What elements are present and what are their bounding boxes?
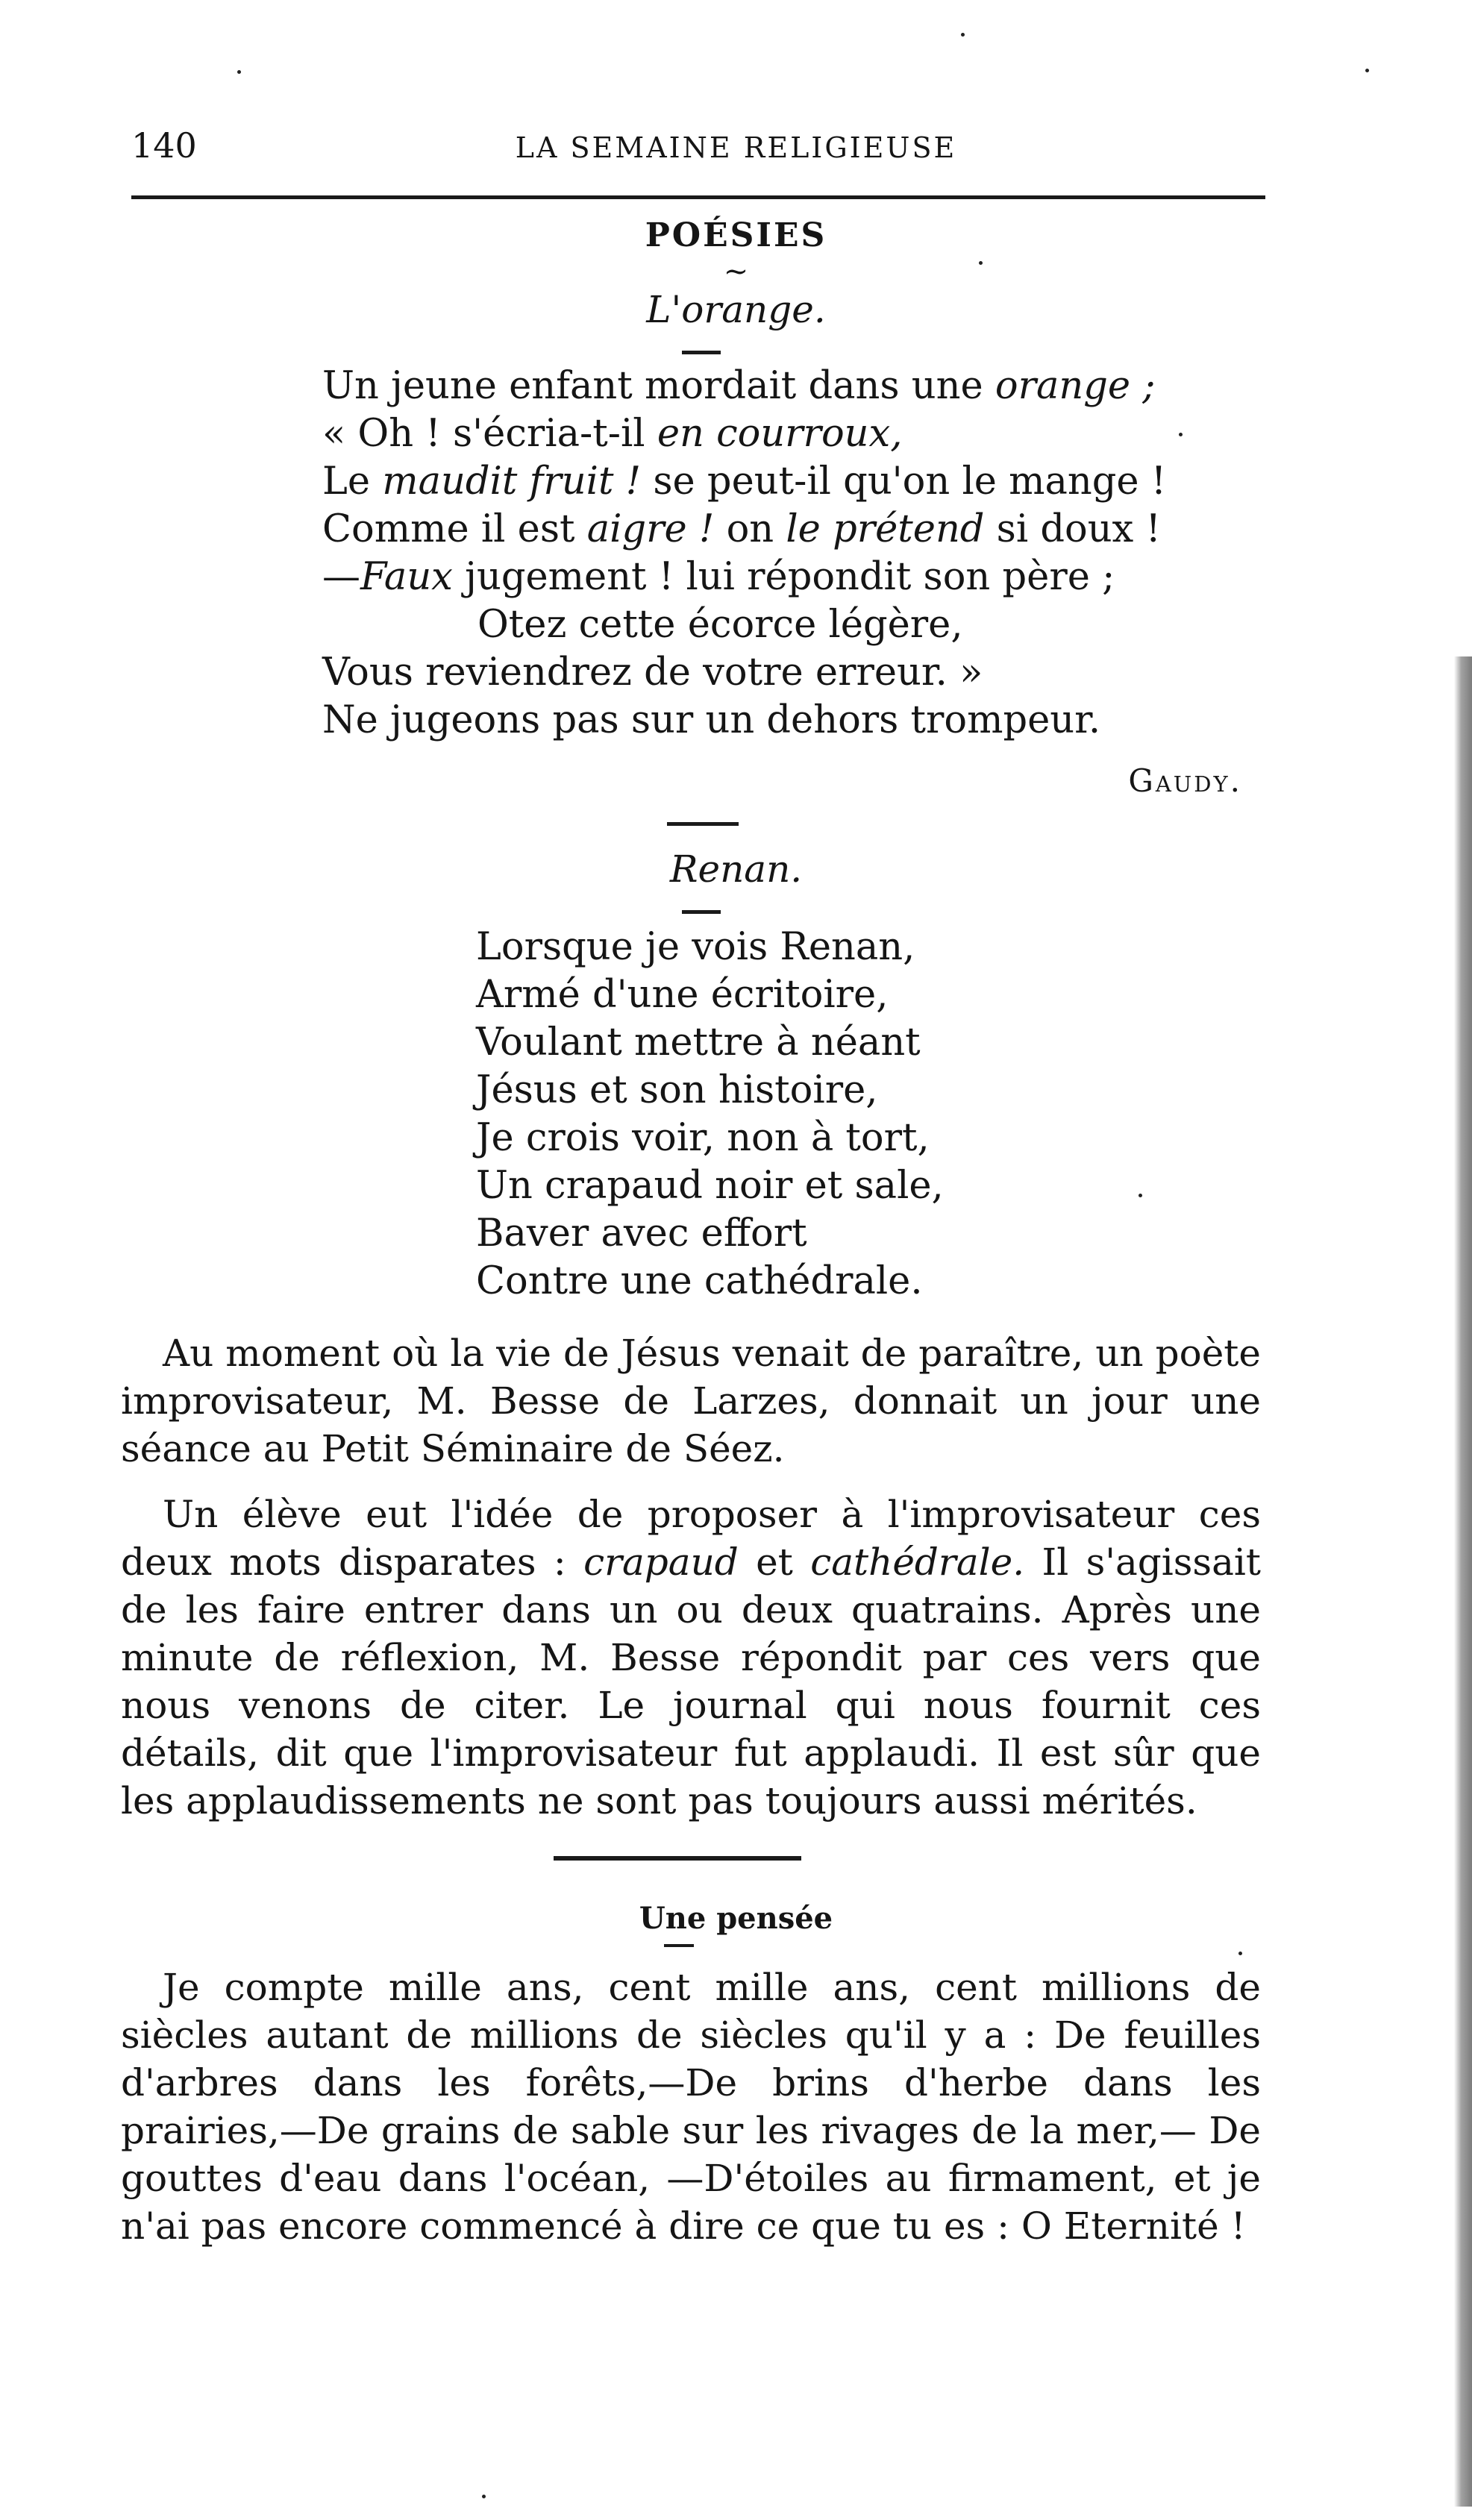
paragraph-2: Un élève eut l'idée de proposer à l'improvisateur ces deux mots disparates : crapaud et cathédrale. Il s'agissait de les faire entrer dans un ou deux quatrains. Après une minute de réflexion, M. Besse répondit par ces vers que nous venons de citer. Le journal qui nous fournit ces détails, dit que l'improvisateur fut applaudi. Il est sûr que les applaudissements ne sont pas toujours aussi mérités. [121, 1493, 1261, 1822]
scan-speck [482, 2495, 486, 2498]
poem2-line-5: Je crois voir, non à tort, [476, 1116, 930, 1160]
poem2-line-7: Baver avec effort [476, 1212, 807, 1256]
scan-speck [1365, 69, 1369, 72]
thought-block [121, 1963, 1261, 2268]
poem1-line-2: « Oh ! s'écria-t-il en courroux, [322, 412, 903, 456]
prose-block [121, 1329, 1261, 1843]
title-dash [682, 910, 721, 914]
poem1-author: Gaudy. [1128, 762, 1242, 799]
poem-separator [667, 822, 739, 826]
thought-paragraph: Je compte mille ans, cent mille ans, cent millions de siècles autant de millions de siècles qu'il y a : De feuilles d'arbres dans les forêts,—De brins d'herbe dans les prairies,—De grains de sable sur les rivages de la mer,— De gouttes d'eau dans l'océan, —D'étoiles au firmament, et je n'ai pas encore commencé à dire ce que tu es : O Eternité ! [121, 1966, 1261, 2248]
poem1-line-5: —Faux jugement ! lui répondit son père ; [322, 555, 1115, 599]
poem1-line-6: Otez cette écorce légère, [477, 603, 963, 647]
poem1-line-7: Vous reviendrez de votre erreur. » [322, 651, 983, 695]
running-title: LA SEMAINE RELIGIEUSE [515, 131, 957, 164]
thought-title: Une pensée [639, 1901, 833, 1936]
scan-speck [1238, 1952, 1242, 1955]
title-dash [664, 1944, 694, 1947]
poem2-line-8: Contre une cathédrale. [476, 1259, 923, 1303]
scan-speck [237, 70, 241, 74]
page-number: 140 [131, 125, 197, 166]
poem2-line-4: Jésus et son histoire, [476, 1068, 878, 1112]
poem2-line-3: Voulant mettre à néant [476, 1021, 921, 1065]
section-title: POÉSIES [645, 216, 827, 254]
scan-edge-shadow [1454, 656, 1472, 2507]
scan-speck [961, 33, 965, 37]
section-ornament: ~ [723, 254, 749, 289]
paragraph-1: Au moment où la vie de Jésus venait de paraître, un poète improvisateur, M. Besse de Larzes, donnait un jour une séance au Petit Séminaire de Séez. [121, 1332, 1261, 1470]
poem2-line-2: Armé d'une écritoire, [476, 973, 889, 1017]
poem1-line-3: Le maudit fruit ! se peut-il qu'on le mange ! [322, 460, 1167, 504]
poem-title-orange: L'orange. [646, 288, 826, 331]
poem1-line-4: Comme il est aigre ! on le prétend si doux ! [322, 507, 1162, 551]
poem1-line-8: Ne jugeons pas sur un dehors trompeur. [322, 698, 1101, 742]
scan-speck [1179, 433, 1183, 436]
poem2-line-1: Lorsque je vois Renan, [476, 925, 915, 969]
scan-speck [1139, 1194, 1142, 1197]
scan-speck [979, 261, 983, 265]
poem-title-renan: Renan. [669, 847, 803, 891]
section-rule [554, 1856, 801, 1861]
header-rule [131, 195, 1265, 199]
title-dash [682, 351, 721, 354]
poem2-line-6: Un crapaud noir et sale, [476, 1164, 944, 1208]
poem1-line-1: Un jeune enfant mordait dans une orange ; [322, 364, 1156, 408]
